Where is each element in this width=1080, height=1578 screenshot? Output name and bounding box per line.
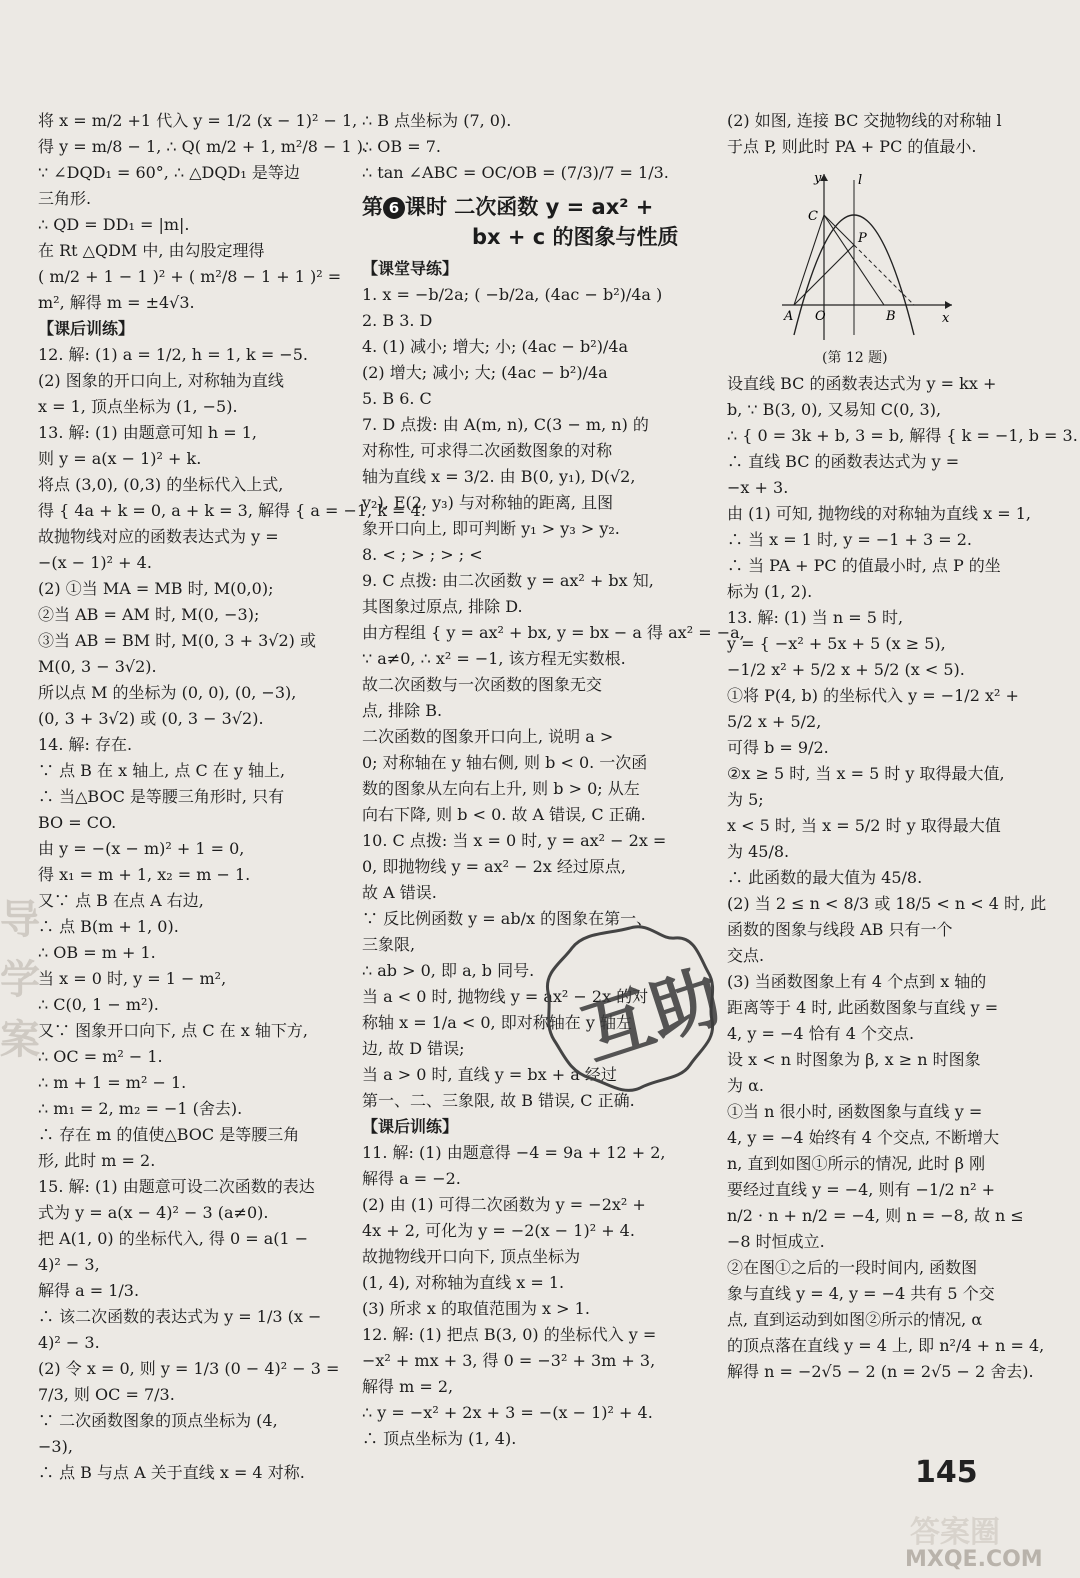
column-2-top: [362, 108, 669, 186]
text-line: 形, 此时 m = 2.: [38, 1151, 156, 1170]
text-line: m², 解得 m = ±4√3.: [38, 293, 195, 312]
text-line: 数的图象从左向右上升, 则 b > 0; 从左: [362, 779, 640, 798]
site-logo: [900, 1505, 1075, 1575]
text-line: ∴ 点 B 与点 A 关于直线 x = 4 对称.: [38, 1463, 305, 1482]
text-line: ∴ C(0, 1 − m²).: [38, 995, 159, 1014]
text-line: ∴ 当△BOC 是等腰三角形时, 只有: [38, 787, 285, 806]
text-line: ∴ 顶点坐标为 (1, 4).: [362, 1429, 517, 1448]
text-line: 点, 排除 B.: [362, 701, 443, 720]
text-line: ∴ 存在 m 的值使△BOC 是等腰三角: [38, 1125, 300, 1144]
text-line: ①当 n 很小时, 函数图象与直线 y =: [727, 1102, 983, 1121]
text-line: ∴ m + 1 = m² − 1.: [38, 1073, 187, 1092]
text-line: ∴ { 0 = 3k + b, 3 = b, 解得 { k = −1, b = 3.: [727, 426, 1078, 445]
text-line: ∴ m₁ = 2, m₂ = −1 (舍去).: [38, 1099, 243, 1118]
text-line: 则 y = a(x − 1)² + k.: [38, 449, 202, 468]
text-line: 距离等于 4 时, 此函数图象与直线 y =: [727, 998, 999, 1017]
text-line: 可得 b = 9/2.: [727, 738, 829, 757]
text-line: 0, 即抛物线 y = ax² − 2x 经过原点,: [362, 857, 626, 876]
lesson-title: 课时 二次函数 y = ax² +: [405, 195, 654, 219]
text-line: 9. C 点拨: 由二次函数 y = ax² + bx 知,: [362, 571, 654, 590]
text-line: ∴ y = −x² + 2x + 3 = −(x − 1)² + 4.: [362, 1403, 653, 1422]
column-3-top: [727, 108, 1012, 160]
segment-cp: [824, 215, 854, 245]
text-line: 点, 直到运动到如图②所示的情况, α: [727, 1310, 983, 1329]
column-3: [727, 108, 1078, 1385]
text-line: ∵ 反比例函数 y = ab/x 的图象在第一、: [362, 909, 653, 928]
text-line: 7/3, 则 OC = 7/3.: [38, 1385, 175, 1404]
text-line: 5/2 x + 5/2,: [727, 712, 822, 731]
text-line: 得 y = m/8 − 1, ∴ Q( m/2 + 1, m²/8 − 1 ).: [38, 137, 369, 156]
text-line: 在 Rt △QDM 中, 由勾股定理得: [38, 241, 265, 260]
text-line: 将 x = m/2 +1 代入 y = 1/2 (x − 1)² − 1,: [38, 111, 358, 130]
text-line: ∴ 当 PA + PC 的值最小时, 点 P 的坐: [727, 556, 1001, 575]
text-line: 13. 解: (1) 当 n = 5 时,: [727, 608, 904, 627]
text-line: 将点 (3,0), (0,3) 的坐标代入上式,: [38, 475, 284, 494]
text-line: (2) 如图, 连接 BC 交抛物线的对称轴 l: [727, 111, 1002, 130]
label-c: C: [808, 209, 818, 224]
text-line: 得 x₁ = m + 1, x₂ = m − 1.: [38, 865, 251, 884]
column-3-body: [727, 371, 1078, 1385]
text-line: 为 5;: [727, 790, 764, 809]
text-line: 7. D 点拨: 由 A(m, n), C(3 − m, n) 的: [362, 415, 649, 434]
text-line: 15. 解: (1) 由题意可设二次函数的表达: [38, 1177, 315, 1196]
text-line: 当 a < 0 时, 抛物线 y = ax² − 2x 的对: [362, 987, 649, 1006]
text-line: 三象限,: [362, 935, 416, 954]
text-line: 4)² − 3.: [38, 1333, 100, 1352]
label-o: O: [815, 309, 826, 324]
x-axis-arrow: [945, 301, 952, 309]
text-line: 的顶点落在直线 y = 4 上, 即 n²/4 + n = 4,: [727, 1336, 1045, 1355]
text-line: x < 5 时, 当 x = 5/2 时 y 取得最大值: [727, 816, 1001, 835]
text-line: 故 A 错误.: [362, 883, 437, 902]
text-line: 11. 解: (1) 由题意得 −4 = 9a + 12 + 2,: [362, 1143, 666, 1162]
text-line: 当 x = 0 时, y = 1 − m²,: [38, 969, 227, 988]
text-line: 其图象过原点, 排除 D.: [362, 597, 523, 616]
text-line: (3) 当函数图象上有 4 个点到 x 轴的: [727, 972, 987, 991]
text-line: −(x − 1)² + 4.: [38, 553, 152, 572]
text-line: 为 α.: [727, 1076, 764, 1095]
lesson-title-line2: bx + c 的图象与性质: [472, 225, 679, 249]
text-line: ∴ QD = DD₁ = |m|.: [38, 215, 190, 234]
text-line: 函数的图象与线段 AB 只有一个: [727, 920, 953, 939]
text-line: 故抛物线对应的函数表达式为 y =: [38, 527, 279, 546]
text-line: ∴ ab > 0, 即 a, b 同号.: [362, 961, 535, 980]
text-line: 14. 解: 存在.: [38, 735, 133, 754]
text-line: 设直线 BC 的函数表达式为 y = kx +: [727, 374, 997, 393]
text-line: −1/2 x² + 5/2 x + 5/2 (x < 5).: [727, 660, 965, 679]
text-line: 于点 P, 则此时 PA + PC 的值最小.: [727, 137, 977, 156]
text-line: 象开口向上, 即可判断 y₁ > y₃ > y₂.: [362, 519, 620, 538]
text-line: (0, 3 + 3√2) 或 (0, 3 − 3√2).: [38, 709, 264, 728]
text-line: 13. 解: (1) 由题意可知 h = 1,: [38, 423, 257, 442]
text-line: 4x + 2, 可化为 y = −2(x − 1)² + 4.: [362, 1221, 635, 1240]
text-line: 故二次函数与一次函数的图象无交: [362, 675, 603, 694]
text-line: 轴为直线 x = 3/2. 由 B(0, y₁), D(√2,: [362, 467, 636, 486]
side-watermark: 导学案: [0, 897, 40, 1063]
label-x: x: [942, 311, 950, 326]
text-line: 【课后训练】: [362, 1117, 459, 1136]
text-line: ②x ≥ 5 时, 当 x = 5 时 y 取得最大值,: [727, 764, 1005, 783]
text-line: −3),: [38, 1437, 73, 1456]
text-line: (2) 当 2 ≤ n < 8/3 或 18/5 < n < 4 时, 此: [727, 894, 1047, 913]
text-line: x = 1, 顶点坐标为 (1, −5).: [38, 397, 238, 416]
text-line: 当 a > 0 时, 直线 y = bx + a 经过: [362, 1065, 617, 1084]
stamp-text: 互助: [572, 955, 731, 1077]
text-line: 设 x < n 时图象为 β, x ≥ n 时图象: [727, 1050, 981, 1069]
text-line: 标为 (1, 2).: [727, 582, 813, 601]
text-line: 4, y = −4 始终有 4 个交点, 不断增大: [727, 1128, 1000, 1147]
lesson-prefix: 第: [362, 195, 383, 219]
text-line: 10. C 点拨: 当 x = 0 时, y = ax² − 2x =: [362, 831, 667, 850]
text-line: 2. B 3. D: [362, 311, 433, 330]
text-line: ∴ OB = 7.: [362, 137, 441, 156]
text-line: (3) 所求 x 的取值范围为 x > 1.: [362, 1299, 590, 1318]
text-line: ②当 AB = AM 时, M(0, −3);: [38, 605, 260, 624]
text-line: 12. 解: (1) 把点 B(3, 0) 的坐标代入 y =: [362, 1325, 657, 1344]
text-line: 由 y = −(x − m)² + 1 = 0,: [38, 839, 245, 858]
text-line: 得 { 4a + k = 0, a + k = 3, 解得 { a = −1, k = 4.: [38, 501, 426, 520]
text-line: ∴ 此函数的最大值为 45/8.: [727, 868, 923, 887]
text-line: ∵ 点 B 在 x 轴上, 点 C 在 y 轴上,: [38, 761, 286, 780]
text-line: ∴ OB = m + 1.: [38, 943, 156, 962]
text-line: 要经过直线 y = −4, 则有 −1/2 n² +: [727, 1180, 996, 1199]
label-l: l: [858, 173, 863, 188]
text-line: ∴ 直线 BC 的函数表达式为 y =: [727, 452, 960, 471]
logo-text: 答案圈: [910, 1515, 1000, 1550]
text-line: 由方程组 { y = ax² + bx, y = bx − a 得 ax² = −a,: [362, 623, 745, 642]
text-line: 把 A(1, 0) 的坐标代入, 得 0 = a(1 −: [38, 1229, 309, 1248]
text-line: 边, 故 D 错误;: [362, 1039, 465, 1058]
text-line: 向右下降, 则 b < 0. 故 A 错误, C 正确.: [362, 805, 646, 824]
text-line: ②在图①之后的一段时间内, 函数图: [727, 1258, 978, 1277]
lesson-number-badge: 6: [383, 197, 405, 219]
text-line: BO = CO.: [38, 813, 117, 832]
text-line: 4, y = −4 恰有 4 个交点.: [727, 1024, 915, 1043]
text-line: −x + 3.: [727, 478, 789, 497]
text-line: 0; 对称轴在 y 轴右侧, 则 b < 0. 一次函: [362, 753, 648, 772]
text-line: b, ∵ B(3, 0), 又易知 C(0, 3),: [727, 400, 942, 419]
text-line: ∵ a≠0, ∴ x² = −1, 该方程无实数根.: [362, 649, 626, 668]
text-line: 解得 n = −2√5 − 2 (n = 2√5 − 2 舍去).: [727, 1362, 1034, 1381]
text-line: 三角形.: [38, 189, 92, 208]
text-line: 交点.: [727, 946, 765, 965]
text-line: 为 45/8.: [727, 842, 790, 861]
text-line: ③当 AB = BM 时, M(0, 3 + 3√2) 或: [38, 631, 316, 650]
text-line: 二次函数的图象开口向上, 说明 a >: [362, 727, 614, 746]
text-line: 解得 m = 2,: [362, 1377, 454, 1396]
text-line: 又∵ 点 B 在点 A 右边,: [38, 891, 204, 910]
text-line: 解得 a = 1/3.: [38, 1281, 140, 1300]
text-line: ∴ B 点坐标为 (7, 0).: [362, 111, 512, 130]
segment-ac: [794, 215, 824, 305]
label-p: P: [858, 231, 867, 246]
dashed-segment: [854, 245, 914, 305]
text-line: 所以点 M 的坐标为 (0, 0), (0, −3),: [38, 683, 297, 702]
page-number: 145: [915, 1455, 978, 1490]
text-line: n, 直到如图①所示的情况, 此时 β 刚: [727, 1154, 986, 1173]
text-line: ①将 P(4, b) 的坐标代入 y = −1/2 x² +: [727, 686, 1019, 705]
text-line: n/2 · n + n/2 = −4, 则 n = −8, 故 n ≤: [727, 1206, 1024, 1225]
text-line: 称轴 x = 1/a < 0, 即对称轴在 y 轴左: [362, 1013, 632, 1032]
text-line: 1. x = −b/2a; ( −b/2a, (4ac − b²)/4a ): [362, 285, 663, 304]
text-line: 4. (1) 减小; 增大; 小; (4ac − b²)/4a: [362, 337, 629, 356]
text-line: ∵ ∠DQD₁ = 60°, ∴ △DQD₁ 是等边: [38, 163, 300, 182]
text-line: 第一、二、三象限, 故 B 错误, C 正确.: [362, 1091, 635, 1110]
figure-caption: (第 12 题): [822, 350, 888, 366]
text-line: y₂), E(2, y₃) 与对称轴的距离, 且图: [362, 493, 614, 512]
text-line: (2) 令 x = 0, 则 y = 1/3 (0 − 4)² − 3 =: [38, 1359, 340, 1378]
text-line: 象与直线 y = 4, y = −4 共有 5 个交: [727, 1284, 995, 1303]
text-line: (2) 图象的开口向上, 对称轴为直线: [38, 371, 284, 390]
text-line: M(0, 3 − 3√2).: [38, 657, 157, 676]
text-line: −x² + mx + 3, 得 0 = −3² + 3m + 3,: [362, 1351, 656, 1370]
text-line: ∴ tan ∠ABC = OC/OB = (7/3)/7 = 1/3.: [362, 163, 669, 182]
text-line: ∴ 当 x = 1 时, y = −1 + 3 = 2.: [727, 530, 973, 549]
text-line: 【课后训练】: [38, 319, 135, 338]
logo-url: MXQE.COM: [905, 1547, 1043, 1572]
text-line: 4)² − 3,: [38, 1255, 100, 1274]
text-line: (2) ①当 MA = MB 时, M(0,0);: [38, 579, 274, 598]
text-line: 【课堂导练】: [362, 259, 459, 278]
text-line: (1, 4), 对称轴为直线 x = 1.: [362, 1273, 565, 1292]
text-line: 故抛物线开口向下, 顶点坐标为: [362, 1247, 581, 1266]
text-line: y = { −x² + 5x + 5 (x ≥ 5),: [727, 634, 946, 653]
label-a: A: [784, 309, 794, 324]
text-line: ∴ 该二次函数的表达式为 y = 1/3 (x −: [38, 1307, 322, 1326]
text-line: 解得 a = −2.: [362, 1169, 461, 1188]
text-line: 5. B 6. C: [362, 389, 432, 408]
text-line: 又∵ 图象开口向下, 点 C 在 x 轴下方,: [38, 1021, 308, 1040]
text-line: 对称性, 可求得二次函数图象的对称: [362, 441, 613, 460]
label-b: B: [886, 309, 896, 324]
text-line: −8 时恒成立.: [727, 1232, 825, 1251]
text-line: 由 (1) 可知, 抛物线的对称轴为直线 x = 1,: [727, 504, 1031, 523]
text-line: ( m/2 + 1 − 1 )² + ( m²/8 − 1 + 1 )² =: [38, 267, 342, 286]
parabola-figure: [782, 170, 957, 345]
label-y: y: [814, 171, 822, 186]
text-line: (2) 由 (1) 可得二次函数为 y = −2x² +: [362, 1195, 646, 1214]
parabola-graph: [782, 170, 957, 345]
text-line: ∴ 点 B(m + 1, 0).: [38, 917, 179, 936]
text-line: ∵ 二次函数图象的顶点坐标为 (4,: [38, 1411, 278, 1430]
lesson-heading: [362, 192, 679, 252]
text-line: (2) 增大; 减小; 大; (4ac − b²)/4a: [362, 363, 608, 382]
text-line: 式为 y = a(x − 4)² − 3 (a≠0).: [38, 1203, 269, 1222]
text-line: 8. < ; > ; > ; <: [362, 545, 483, 564]
text-line: 12. 解: (1) a = 1/2, h = 1, k = −5.: [38, 345, 308, 364]
text-line: ∴ OC = m² − 1.: [38, 1047, 163, 1066]
